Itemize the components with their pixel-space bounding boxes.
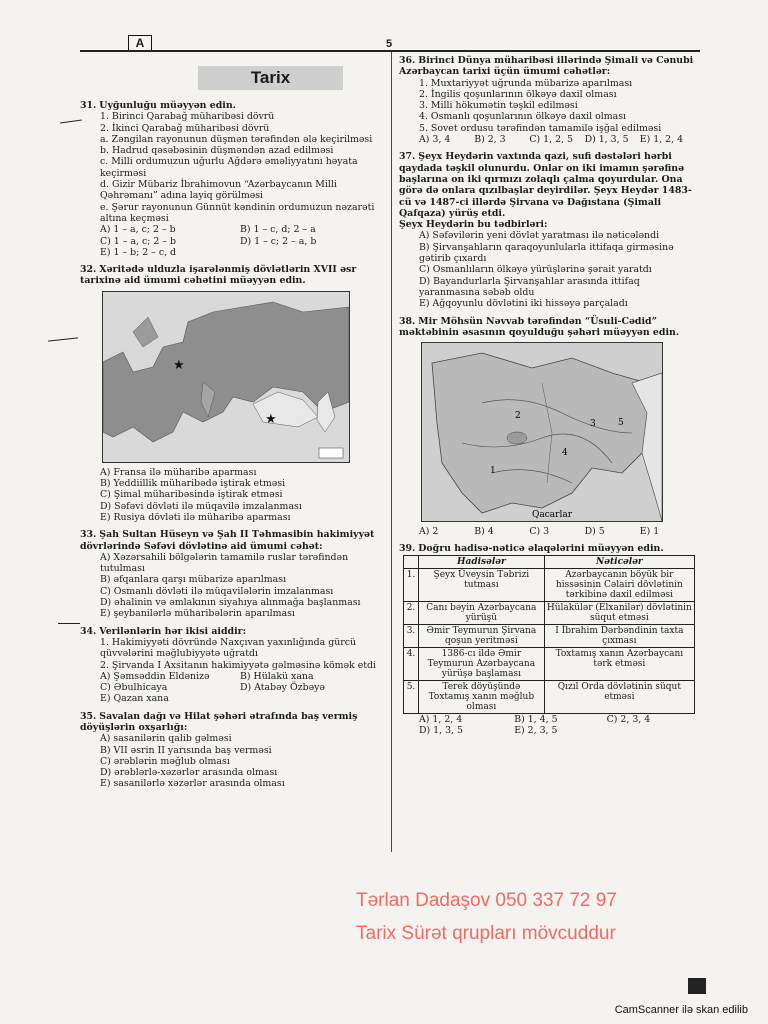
answer-option[interactable]: B) 4 [474,526,494,538]
question-36 [399,55,695,145]
pen-mark [48,337,78,341]
list-item: 2. İkinci Qarabağ müharibəsi dövrü [100,122,270,134]
table-row [404,601,695,624]
row-number: 1. [404,568,419,601]
answer-option[interactable]: A) sasanilərin qalib gəlməsi [100,733,232,745]
map-label: 4 [562,448,568,459]
row-number: 3. [404,624,419,647]
subject-title: Tarix [198,66,343,90]
answer-option[interactable]: D) ərəblərlə-xəzərlər arasında olması [100,767,278,779]
answer-option[interactable]: A) Şəmsəddin Eldənizə [100,670,210,682]
question-34 [80,626,380,705]
left-column [80,58,380,796]
table-header [404,555,419,568]
column-divider [391,52,392,852]
question-35 [80,711,380,790]
answer-option[interactable]: B) 1 – c, d; 2 – a [240,224,316,236]
question-number: 34. [80,625,97,637]
question-38 [399,316,695,538]
table-header: Hadisələr [419,555,545,568]
list-item: d. Gizir Mübariz İbrahimovun “Azərbaycanın Milli Qəhrəmanı” adına layiq görülməsi [100,179,337,202]
europe-map [102,291,350,463]
answer-option[interactable]: A) Səfəvilərin yeni dövlət yaratması ilə nəticələndi [419,230,660,242]
promo-contact: Tərlan Dadaşov 050 337 72 97 [356,890,617,911]
answer-option[interactable]: E) Ağqoyunlu dövlətini iki hissəyə parçaladı [419,298,628,310]
question-text: Mir Möhsün Nəvvab tərəfindən “Üsuli-Cədid” məktəbinin əsasının qoyulduğu şəhəri müəyyən edin. [399,315,680,338]
right-column [399,55,695,742]
event-cell: Əmir Teymurun Şirvana qoşun yeritməsi [419,624,545,647]
answer-option[interactable]: E) Qazan xana [100,693,169,705]
question-number: 31. [80,100,97,111]
question-number: 38. [399,315,416,327]
pen-mark [60,119,82,123]
list-item: 1. Hakimiyyəti dövründə Naxçıvan yaxınlığında gürcü qüvvələrini məğlubiyyətə uğratdı [100,636,357,660]
table-header: Nəticələr [544,555,694,568]
answer-option[interactable]: E) şeybanilərlə müharibələrin aparılması [100,608,295,620]
map-label: 1 [490,466,496,477]
table-header-row [404,555,695,568]
event-result-table [403,555,695,714]
answer-option[interactable]: B) əfqanlara qarşı mübarizə aparılması [100,574,287,586]
row-number: 4. [404,647,419,680]
result-cell: Hülakülər (Elxanilər) dövlətinin süqut etməsi [544,601,694,624]
result-cell: Azərbaycanın böyük bir hissəsinin Cəlairi dövlətinin tərkibinə daxil edilməsi [544,568,694,601]
list-item: b. Hadrud qəsəbəsinin düşməndən azad edilməsi [100,145,334,157]
question-39 [399,543,695,736]
table-row [404,680,695,713]
camscanner-logo-icon [688,978,706,994]
answer-option[interactable]: A) 1, 2, 4 [419,713,463,725]
event-cell: Canı bəyin Azərbaycana yürüşü [419,601,545,624]
answer-options [80,224,380,258]
answer-option[interactable]: D) Səfəvi dövləti ilə müqavilə imzalanması [100,500,302,512]
answer-option[interactable]: D) əhalinin və əmlakının siyahıya alınmağa başlanması [100,597,361,609]
list-item: 2. İngilis qoşunlarının ölkəyə daxil olması [419,88,617,100]
event-cell: Şeyx Üveysin Təbrizi tutması [419,568,545,601]
answer-option[interactable]: E) 2, 3, 5 [514,725,558,737]
scanner-watermark: CamScanner ilə skan edilib [614,1004,748,1016]
answer-option[interactable]: C) Əbulhicaya [100,682,168,694]
answer-option[interactable]: B) 2, 3 [474,134,506,146]
map-label: 2 [515,411,521,422]
event-cell: 1386-cı ildə Əmir Teymurun Azərbaycana yürüşə başlaması [419,647,545,680]
promo-groups: Tarix Sürət qrupları mövcuddur [356,923,616,944]
azerbaijan-map [421,342,663,522]
answer-option[interactable]: A) 3, 4 [419,134,451,146]
table-row [404,568,695,601]
map-label: Qacarlar [532,510,572,521]
europe-map-drawing [103,292,349,462]
answer-option[interactable]: B) 1, 4, 5 [514,713,558,725]
row-number: 2. [404,601,419,624]
result-cell: Toxtamış xanın Azərbaycanı tərk etməsi [544,647,694,680]
answer-option[interactable]: A) Xəzərsahili bölgələrin tamamilə ruslar tərəfindən tutulması [100,551,349,575]
answer-option[interactable]: E) 1 [639,526,660,538]
answer-option[interactable]: D) Bayandurlarla Şirvanşahlar arasında ittifaq yaranmasına səbəb oldu [419,275,640,298]
star-marker: ★ [265,411,277,427]
answer-option[interactable]: C) Osmanlı dövləti ilə müqavilələrin imzalanması [100,585,334,597]
answer-option[interactable]: E) Rusiya dövləti ilə müharibə aparması [100,511,291,523]
list-item: 4. Osmanlı qoşunlarının ölkəyə daxil olması [419,111,627,123]
answer-options [80,671,380,705]
header-rule [80,50,700,52]
list-item: 5. Sovet ordusu tərəfindən tamamilə işğal edilməsi [419,122,662,134]
question-number: 35. [80,710,97,722]
answer-option[interactable]: A) 1 – a, c; 2 – b [100,224,176,236]
answer-option[interactable]: C) 3 [529,526,550,538]
answer-option[interactable]: D) 1, 3, 5 [419,725,463,737]
answer-option[interactable]: E) 1 – b; 2 – c, d [100,246,177,258]
answer-options [399,134,695,145]
star-marker: ★ [173,357,185,373]
list-item: 3. Milli hökumətin təşkil edilməsi [419,100,578,112]
table-row [404,624,695,647]
variant-box: A [128,35,152,52]
answer-option[interactable]: B) Şirvanşahların qaraqoyunlularla ittifaqa girməsinə gətirib çıxardı [419,241,674,265]
list-item: 2. Şirvanda I Axsitanın hakimiyyətə gəlməsinə kömək etdi [100,659,377,671]
table-row [404,647,695,680]
result-cell: Qızıl Orda dövlətinin süqut etməsi [544,680,694,713]
answer-option[interactable]: B) Hülakü xana [240,670,314,682]
question-text: Uyğunluğu müəyyən edin. [99,100,236,111]
question-37 [399,151,695,309]
question-number: 39. [399,543,416,555]
question-31 [80,100,380,258]
question-text: Doğru hadisə-nəticə əlaqələrini müəyyən edin. [418,543,664,555]
answer-option[interactable]: E) 1, 2, 4 [639,134,684,146]
question-text: Şeyx Heydərin vaxtında qazi, sufi dəstələri hərbi qaydada təşkil olunurdu. Onlar on iki imamın şərəfinə başlarına on iki qırmızı zolaqlı çalma qoyurdular. Ona görə də onlara qızılbaşlar deyirdilər. Şeyx Heydər 1483-cü və 1487-ci illərdə Şirvana və Dağıstana (Şimali Qafqaza) yürüş etdi. [399,151,692,219]
answer-option[interactable]: C) 1 – a, c; 2 – b [100,235,176,247]
question-text: Savalan dağı və Hilat şəhəri ətrafında baş vermiş döyüşlərin oxşarlığı: [80,710,358,733]
question-text: Verilənlərin hər ikisi aiddir: [99,625,247,637]
question-text: Birinci Dünya müharibəsi illərində Şimali və Cənubi Azərbaycan tarixi üçün ümumi cəhətlər: [399,55,694,78]
answer-option[interactable]: C) Osmanlıların ölkəyə yürüşlərinə şərait yaratdı [419,264,652,276]
answer-option[interactable]: A) 2 [419,526,439,538]
question-number: 32. [80,264,97,276]
question-number: 36. [399,55,416,66]
map-label: 5 [618,418,624,429]
list-item: 1. Birinci Qarabağ müharibəsi dövrü [100,111,275,123]
answer-option[interactable]: B) VII əsrin II yarısında baş verməsi [100,744,272,756]
answer-option[interactable]: C) ərəblərin məğlub olması [100,755,230,767]
answer-options [399,526,695,537]
row-number: 5. [404,680,419,713]
list-item: a. Zəngilan rayonunun düşmən tərəfindən ələ keçirilməsi [100,133,373,145]
answer-option[interactable]: B) Yeddiillik müharibədə iştirak etməsi [100,478,286,490]
result-cell: I İbrahim Dərbəndinin taxta çıxması [544,624,694,647]
answer-option[interactable]: C) 1, 2, 5 [529,134,573,146]
answer-option[interactable]: C) Şimal müharibəsində iştirak etməsi [100,489,283,501]
event-cell: Terek döyüşündə Toxtamış xanın məğlub olması [419,680,545,713]
pen-mark [58,623,80,624]
answer-option[interactable]: D) Atabəy Özbəyə [240,682,325,694]
answer-option[interactable]: D) 1 – c; 2 – a, b [240,235,317,247]
page-number: 5 [386,38,393,50]
answer-option[interactable]: E) sasanilərlə xəzərlər arasında olması [100,778,285,790]
question-text: Xəritədə ulduzla işarələnmiş dövlətlərin XVII əsr tarixinə aid ümumi cəhətini müəyyən edin. [80,264,357,287]
answer-options [399,714,699,737]
answer-option[interactable]: D) 5 [584,526,605,538]
azerbaijan-map-drawing [422,343,662,521]
list-item: c. Milli ordumuzun uğurlu Ağdərə əməliyyatını həyata keçirməsi [100,156,358,179]
question-subtext: Şeyx Heydərin bu tədbirləri: [399,219,548,231]
answer-option[interactable]: D) 1, 3, 5 [584,134,629,146]
question-number: 37. [399,151,416,163]
map-label: 3 [590,419,596,430]
answer-option[interactable]: C) 2, 3, 4 [606,713,651,725]
question-33 [80,529,380,619]
question-32 [80,264,380,523]
question-number: 33. [80,529,97,541]
question-text: Şah Sultan Hüseyn və Şah II Təhmasibin hakimiyyət dövrlərində Səfəvi dövlətinə aid ümumi cəhət: [80,529,375,552]
list-item: e. Şərur rayonunun Günnüt kəndinin ordumuzun nəzarəti altına keçməsi [100,201,375,224]
list-item: 1. Muxtariyyət uğrunda mübarizə aparılması [419,77,633,89]
answer-option[interactable]: A) Fransa ilə müharibə aparması [100,466,257,478]
